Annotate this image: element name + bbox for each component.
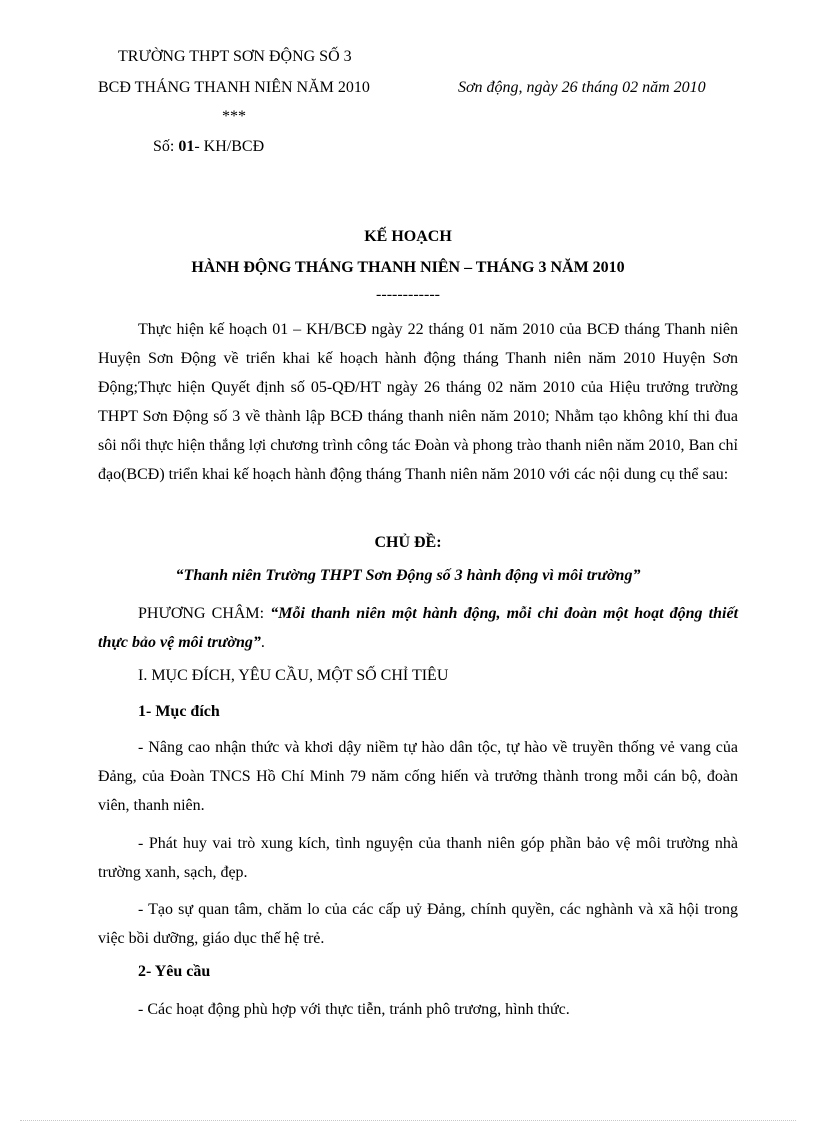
purpose-item: - Tạo sự quan tâm, chăm lo của các cấp uỷ Đảng, chính quyền, các nghành và xã hội trong việc bồi dưỡng, giáo dục thế hệ trẻ. xyxy=(98,901,738,947)
purpose-item: - Nâng cao nhận thức và khơi dậy niềm tự hào dân tộc, tự hào về truyền thống vẻ vang của Đảng, của Đoàn TNCS Hồ Chí Minh 79 năm cống hiến và trưởng thành trong mỗi cán bộ, đoàn viên, thanh niên. xyxy=(98,739,738,814)
motto-label: PHƯƠNG CHÂM: xyxy=(138,605,271,622)
document-number xyxy=(153,138,264,156)
document-title: KẾ HOẠCH xyxy=(364,228,452,245)
requirement-heading: 2- Yêu cầu xyxy=(138,963,211,980)
theme-label: CHỦ ĐỀ: xyxy=(374,534,442,551)
school-name: TRƯỜNG THPT SƠN ĐỘNG SỐ 3 xyxy=(118,48,352,65)
stars-decoration: *** xyxy=(222,108,246,125)
purpose-item: - Phát huy vai trò xung kích, tình nguyện của thanh niên góp phần bảo vệ môi trường nhà trường xanh, sạch, đẹp. xyxy=(98,835,738,881)
motto-text: “Mỗi thanh niên một hành động, mỗi chi đoàn một hoạt động thiết thực bảo vệ môi trường” xyxy=(98,605,739,651)
theme-text: “Thanh niên Trường THPT Sơn Động số 3 hành động vì môi trường” xyxy=(175,567,641,584)
number-prefix: Số: xyxy=(153,138,179,155)
motto-paragraph xyxy=(98,599,738,657)
section-heading: I. MỤC ĐÍCH, YÊU CẦU, MỘT SỐ CHỈ TIÊU xyxy=(138,667,449,684)
document-subtitle: HÀNH ĐỘNG THÁNG THANH NIÊN – THÁNG 3 NĂM 2010 xyxy=(191,259,625,276)
motto-end: . xyxy=(260,634,265,651)
date-line: Sơn động, ngày 26 tháng 02 năm 2010 xyxy=(458,79,706,96)
number-bold: 01 xyxy=(178,138,195,155)
committee-name: BCĐ THÁNG THANH NIÊN NĂM 2010 xyxy=(98,79,370,96)
purpose-heading: 1- Mục đích xyxy=(138,703,220,720)
number-suffix: - KH/BCĐ xyxy=(194,138,265,155)
page-bottom-divider xyxy=(20,1120,796,1121)
requirement-item: - Các hoạt động phù hợp với thực tiễn, tránh phô trương, hình thức. xyxy=(138,1001,570,1018)
title-separator: ------------ xyxy=(376,286,440,303)
intro-paragraph: Thực hiện kế hoạch 01 – KH/BCĐ ngày 22 tháng 01 năm 2010 của BCĐ tháng Thanh niên Huyện Sơn Động về triển khai kế hoạch hành động tháng Thanh niên năm 2010 Huyện Sơn Động;Thực hiện Quyết định số 05-QĐ/HT ngày 26 tháng 02 năm 2010 của Hiệu trưởng trường THPT Sơn Động số 3 về thành lập BCĐ tháng thanh niên năm 2010; Nhằm tạo không khí thi đua sôi nổi thực hiện thắng lợi chương trình công tác Đoàn và phong trào thanh niên năm 2010, Ban chỉ đạo(BCĐ) triển khai kế hoạch hành động tháng Thanh niên năm 2010 với các nội dung cụ thể sau: xyxy=(98,321,738,483)
